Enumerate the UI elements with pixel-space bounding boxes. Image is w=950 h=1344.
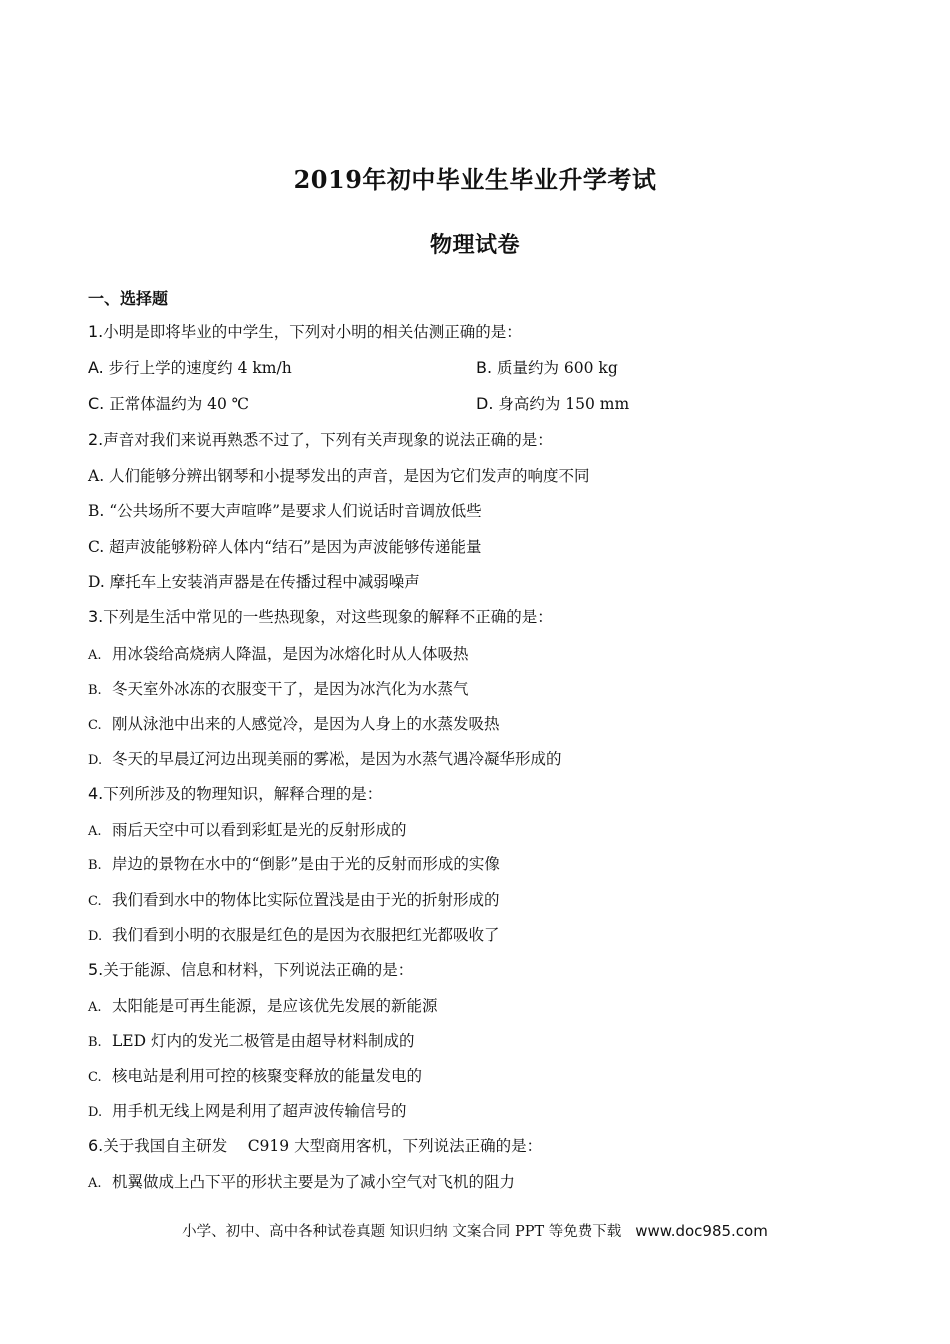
option-label: C. bbox=[88, 394, 105, 413]
q1-option-a bbox=[88, 356, 292, 378]
q3-option-a bbox=[88, 642, 469, 664]
option-label: D. bbox=[476, 394, 494, 413]
option-text: 步行上学的速度约 4 km/h bbox=[103, 359, 292, 377]
question-text: 小明是即将毕业的中学生，下列对小明的相关估测正确的是： bbox=[103, 323, 522, 341]
option-label: D. bbox=[88, 1105, 103, 1120]
q5-option-a bbox=[88, 994, 438, 1016]
footer-text: 小学、初中、高中各种试卷真题 知识归纳 文案合同 PPT 等免费下载 bbox=[182, 1224, 622, 1240]
option-text: 冬天室外冰冻的衣服变干了，是因为冰汽化为水蒸气 bbox=[112, 680, 469, 698]
option-label: A. bbox=[88, 358, 104, 377]
option-label: B. bbox=[88, 683, 102, 698]
q5-option-c bbox=[88, 1064, 422, 1086]
option-label: B. bbox=[476, 358, 493, 377]
option-text: 机翼做成上凸下平的形状主要是为了减小空气对飞机的阻力 bbox=[112, 1173, 516, 1191]
option-label: A. bbox=[88, 1176, 102, 1191]
question-3 bbox=[88, 605, 553, 627]
option-label: B. bbox=[88, 858, 102, 873]
q3-option-c bbox=[88, 712, 500, 734]
question-text: 关于能源、信息和材料，下列说法正确的是： bbox=[103, 961, 414, 979]
option-text: 岸边的景物在水中的“倒影”是由于光的反射而形成的实像 bbox=[112, 855, 500, 873]
option-text: 太阳能是可再生能源，是应该优先发展的新能源 bbox=[112, 997, 438, 1015]
option-text: 刚从泳池中出来的人感觉冷，是因为人身上的水蒸发吸热 bbox=[112, 715, 500, 733]
option-label: D. bbox=[88, 753, 103, 768]
q4-option-c bbox=[88, 888, 500, 910]
question-number: 5. bbox=[88, 960, 104, 979]
question-number: 2. bbox=[88, 430, 104, 449]
q1-option-d bbox=[476, 392, 629, 414]
question-4 bbox=[88, 782, 382, 804]
exam-title: 2019年初中毕业生毕业升学考试 bbox=[293, 165, 657, 194]
option-text: 用冰袋给高烧病人降温，是因为冰熔化时从人体吸热 bbox=[112, 645, 469, 663]
q2-option-c: C. 超声波能够粉碎人体内“结石”是因为声波能够传递能量 bbox=[88, 538, 482, 556]
question-2 bbox=[88, 428, 553, 450]
question-1 bbox=[88, 320, 522, 342]
question-text: 声音对我们来说再熟悉不过了，下列有关声现象的说法正确的是： bbox=[103, 431, 553, 449]
option-label: B. bbox=[88, 1035, 102, 1050]
option-text: 质量约为 600 kg bbox=[492, 359, 618, 377]
option-text: 正常体温约为 40 ℃ bbox=[104, 395, 250, 413]
q2-option-a: A. 人们能够分辨出钢琴和小提琴发出的声音，是因为它们发声的响度不同 bbox=[88, 467, 590, 485]
option-text: 核电站是利用可控的核聚变释放的能量发电的 bbox=[112, 1067, 423, 1085]
option-label: C. bbox=[88, 1070, 102, 1085]
q2-option-b: B. “公共场所不要大声喧哗”是要求人们说话时音调放低些 bbox=[88, 502, 482, 520]
q4-option-a bbox=[88, 818, 407, 840]
q4-option-b bbox=[88, 852, 500, 874]
option-text: 冬天的早晨辽河边出现美丽的雾凇，是因为水蒸气遇冷凝华形成的 bbox=[112, 750, 562, 768]
option-label: A. bbox=[88, 648, 102, 663]
q3-option-b bbox=[88, 677, 469, 699]
question-number: 3. bbox=[88, 607, 104, 626]
footer-link[interactable]: www.doc985.com bbox=[635, 1222, 768, 1240]
option-label: C. bbox=[88, 718, 102, 733]
option-text: 用手机无线上网是利用了超声波传输信号的 bbox=[112, 1102, 407, 1120]
section-heading: 一、选择题 bbox=[88, 289, 169, 308]
question-number: 4. bbox=[88, 784, 104, 803]
option-text: 身高约为 150 mm bbox=[493, 395, 630, 413]
option-label: A. bbox=[88, 824, 102, 839]
exam-subject: 物理试卷 bbox=[429, 232, 520, 258]
question-number: 6. bbox=[88, 1136, 104, 1155]
option-label: D. bbox=[88, 929, 103, 944]
q5-option-b bbox=[88, 1029, 414, 1051]
question-text: 下列所涉及的物理知识，解释合理的是： bbox=[103, 785, 383, 803]
option-text: LED 灯内的发光二极管是由超导材料制成的 bbox=[112, 1032, 415, 1050]
option-label: C. bbox=[88, 894, 102, 909]
q2-option-d: D. 摩托车上安装消声器是在传播过程中减弱噪声 bbox=[88, 573, 420, 591]
option-text: 雨后天空中可以看到彩虹是光的反射形成的 bbox=[112, 821, 407, 839]
question-text: 关于我国自主研发 C919 大型商用客机，下列说法正确的是： bbox=[103, 1137, 543, 1155]
q4-option-d bbox=[88, 923, 500, 945]
question-5 bbox=[88, 958, 413, 980]
option-text: 我们看到水中的物体比实际位置浅是由于光的折射形成的 bbox=[112, 891, 500, 909]
option-label: A. bbox=[88, 1000, 102, 1015]
question-6 bbox=[88, 1134, 542, 1156]
question-number: 1. bbox=[88, 322, 104, 341]
q1-option-c bbox=[88, 392, 249, 414]
page-footer bbox=[0, 1220, 950, 1241]
q6-option-a bbox=[88, 1170, 515, 1192]
option-text: 我们看到小明的衣服是红色的是因为衣服把红光都吸收了 bbox=[112, 926, 500, 944]
q1-option-b bbox=[476, 356, 618, 378]
q5-option-d bbox=[88, 1099, 407, 1121]
q3-option-d bbox=[88, 747, 562, 769]
question-text: 下列是生活中常见的一些热现象，对这些现象的解释不正确的是： bbox=[103, 608, 553, 626]
